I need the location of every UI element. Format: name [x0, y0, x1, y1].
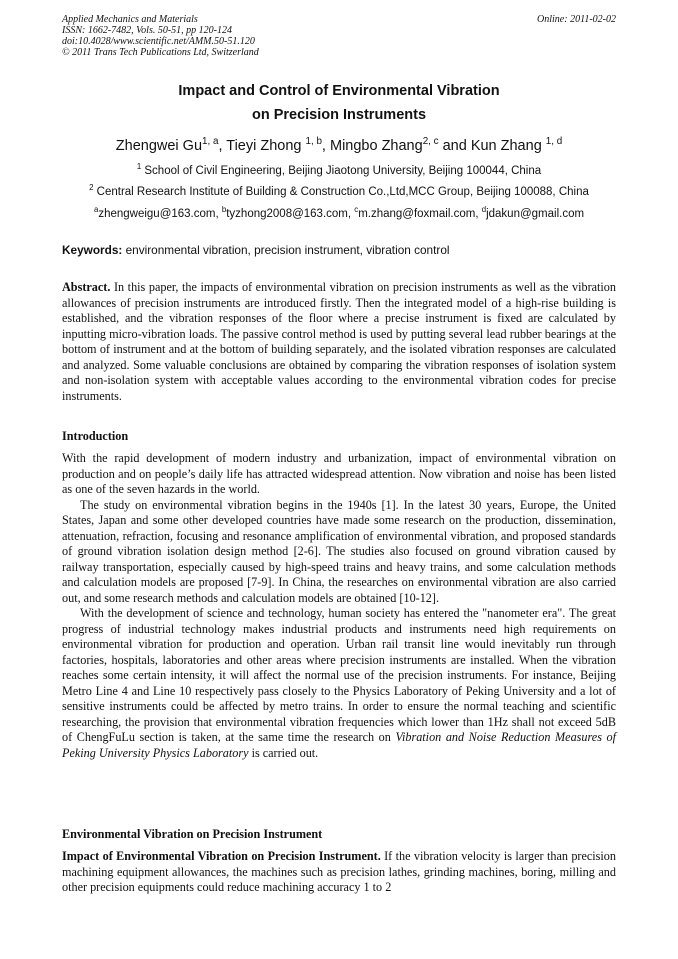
author-separator: and: [438, 138, 471, 154]
intro-p3-text: With the development of science and technology, human society has entered the "nanometer era". The great progress of industrial technology makes industrial products and instruments need high requirements on environmental vibration for production and operation. Urban rail transit line would inevitably run through factories, hospitals, laboratories and other areas where precision instruments are installed. When the vibration reaches some certain intensity, it will affect the normal use of the precision instruments. For instance, Beijing Metro Line 4 and Line 10 respectively pass closely to the Physics Laboratory of Peking University and a lot of sensitive instruments could be affected by metro trains. In order to ensure the normal teaching and scientific researching, the provision that environmental vibration frequencies which lower than 1Hz shall not exceed 5dB of ChengFuLu section is taken, at the same time the research on: [62, 606, 616, 744]
author-name: Tieyi Zhong: [226, 138, 306, 154]
doi: doi:10.4028/www.scientific.net/AMM.50-51.120: [62, 36, 255, 47]
keywords: [62, 243, 616, 257]
affiliation-1: [62, 162, 616, 177]
paper-title-line-2: on Precision Instruments: [251, 107, 427, 123]
intro-p3-italic: Vibration and Noise Reduction Measures of Peking University Physics Laboratory: [62, 730, 616, 760]
intro-paragraph-2: The study on environmental vibration begins in the 1940s [1]. In the latest 30 years, Europe, the United States, Japan and some other developed countries have made some research on the production, dissemination, attenuation, refraction, focusing and resonance amplification of environmental vibration, and proposed standards of ground vibration isolation design method [2-6]. The studies also focused on ground vibration caused by railway transportation, especially caused by high-speed trains and heavy trains, and some calculation methods and calculation models are proposed [7-9]. In China, the researches on environmental vibration are also carried out, and some research methods and calculation models are obtained [10-12].: [62, 497, 616, 605]
introduction-heading: Introduction: [62, 429, 129, 443]
email: m.zhang@foxmail.com,: [358, 208, 482, 220]
email-mark: d: [481, 205, 487, 215]
journal-name: Applied Mechanics and Materials: [62, 14, 198, 25]
email-mark: b: [221, 205, 227, 215]
affiliation-text: Central Research Institute of Building & Construction Co.,Ltd,MCC Group, Beijing 100088, China: [93, 186, 589, 198]
keywords-text: environmental vibration, precision instrument, vibration control: [122, 243, 450, 257]
affiliation-mark: 1: [136, 162, 142, 172]
abstract-text: In this paper, the impacts of environmental vibration on precision instruments as well as the vibration allowances of precision instruments are introduced firstly. Then the integrated model of a high-rise building is established, and the vibration responses of the floor where a precise instrument is fixed are calculated by inputting micro-vibration loads. The passive control method is used by putting several lead rubber bearings at the bottom of instrument and at the bottom of building separately, and the isolated vibration responses are calculated and analyzed. Some valuable conclusions are obtained by comparing the vibration responses of isolation system and non-isolation system with acceptable values according to the environmental vibration codes for precise instruments.: [62, 280, 616, 403]
affiliation-text: School of Civil Engineering, Beijing Jiaotong University, Beijing 100044, China: [141, 165, 542, 177]
subsection-label: Impact of Environmental Vibration on Precision Instrument.: [62, 849, 381, 863]
author-affil-mark: 2, c: [422, 136, 439, 148]
author-name: Kun Zhang: [470, 138, 546, 154]
issn: ISSN: 1662-7482, Vols. 50-51, pp 120-124: [62, 25, 232, 36]
email: tyzhong2008@163.com,: [226, 208, 355, 220]
copyright: © 2011 Trans Tech Publications Ltd, Switzerland: [62, 47, 259, 58]
email-mark: c: [354, 205, 359, 215]
subsection-text: If the vibration velocity is larger than precision machining equipment allowances, the machines such as precision lathes, grinding machines, boring, milling and other precision equipments could reduce machining accuracy 1 to 2: [62, 849, 616, 894]
section-2-body: [62, 849, 616, 896]
intro-paragraph-3: [62, 606, 616, 761]
author-emails: [62, 205, 616, 220]
author-separator: ,: [321, 138, 330, 154]
author-name: Zhengwei Gu: [115, 138, 203, 154]
paper-title-line-1: Impact and Control of Environmental Vibration: [178, 83, 500, 99]
author-list: [62, 138, 616, 154]
author-separator: ,: [218, 138, 227, 154]
abstract-label: Abstract.: [62, 280, 111, 294]
keywords-label: Keywords:: [62, 243, 123, 257]
intro-paragraph-1: With the rapid development of modern industry and urbanization, impact of environmental vibration on production and on people’s daily life has attracted widespread attention. Now vibration and noise has been listed as one of the seven hazards in the world.: [62, 451, 616, 496]
author-affil-mark: 1, d: [545, 136, 563, 148]
author-name: Mingbo Zhang: [329, 138, 423, 154]
email-mark: a: [93, 205, 99, 215]
journal-header: [62, 14, 616, 58]
introduction-body: [62, 451, 616, 761]
intro-p3-end: is carried out.: [248, 745, 319, 760]
abstract: [62, 280, 616, 404]
author-affil-mark: 1, a: [202, 136, 219, 148]
affiliation-mark: 2: [89, 183, 94, 193]
email: zhengweigu@163.com,: [98, 208, 222, 220]
affiliation-2: [62, 183, 616, 198]
online-date: Online: 2011-02-02: [537, 14, 616, 25]
section-2-heading: Environmental Vibration on Precision Instrument: [62, 827, 323, 841]
email: jdakun@gmail.com: [486, 208, 585, 220]
author-affil-mark: 1, b: [305, 136, 322, 148]
